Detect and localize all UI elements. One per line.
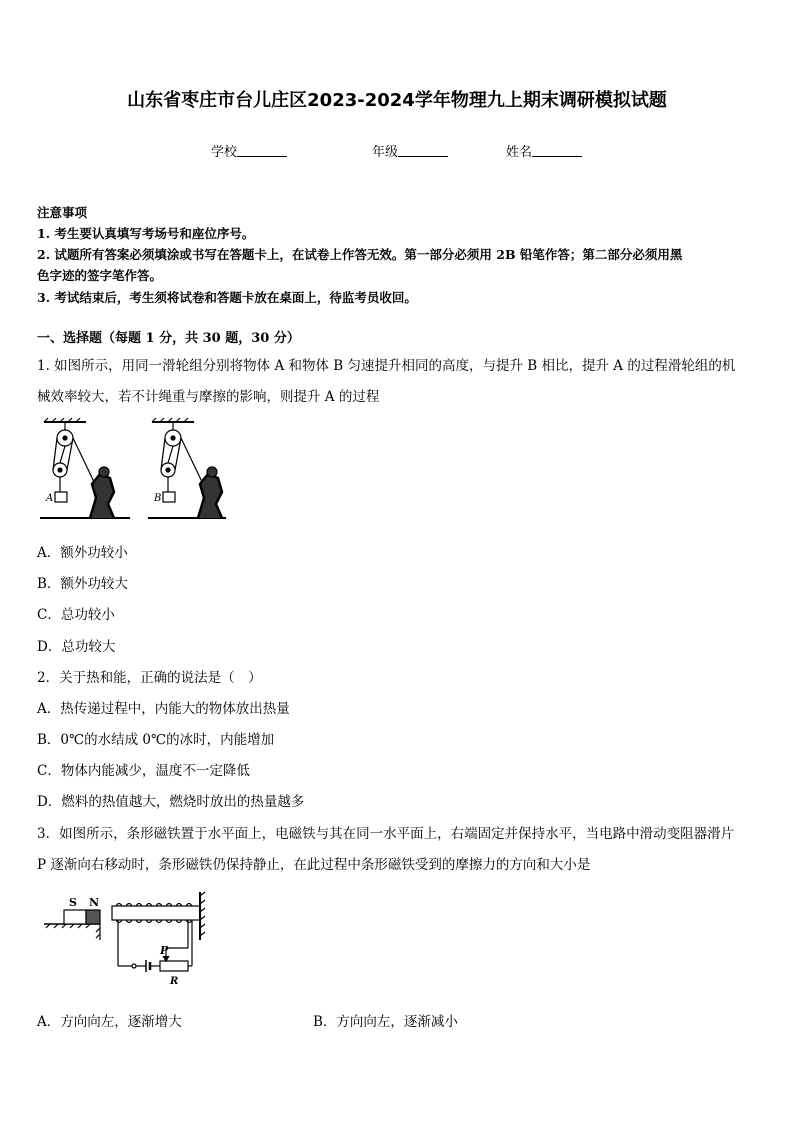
name-field: [506, 141, 582, 160]
grade-blank[interactable]: [398, 143, 448, 157]
q3-option-b[interactable]: B．方向向左，逐渐减小: [313, 1014, 458, 1030]
q3-option-a[interactable]: A．方向向左，逐渐增大: [37, 1014, 182, 1030]
grade-label: 年级: [372, 145, 399, 160]
q3-stem-line: 3．如图所示，条形磁铁置于水平面上，电磁铁与其在同一水平面上，右端固定并保持水平，当电路中滑动变阻器滑片: [37, 826, 735, 842]
pulley-setup-a: [40, 418, 130, 518]
q3-label-n: N: [89, 896, 100, 909]
magnet-n-pole: [86, 910, 100, 924]
note-item: 2. 试题所有答案必须填涂或书写在答题卡上，在试卷上作答无效。第一部分必须用 2B 铅笔作答；第二部分必须用黑: [37, 247, 683, 262]
section-heading: 一、选择题（每题 1 分，共 30 题，30 分）: [37, 331, 300, 346]
q1-figure-label-b: B: [154, 493, 162, 504]
school-label: 学校: [211, 145, 238, 160]
q2-option-a[interactable]: A．热传递过程中，内能大的物体放出热量: [37, 701, 290, 717]
name-blank[interactable]: [532, 143, 582, 157]
school-field: [211, 141, 287, 160]
notes-heading: 注意事项: [37, 205, 88, 220]
q3-label-p: P: [160, 944, 169, 957]
note-item: 1. 考生要认真填写考场号和座位序号。: [37, 226, 255, 241]
q2-stem: 2．关于热和能，正确的说法是（ ）: [37, 670, 262, 686]
q1-option-c[interactable]: C．总功较小: [37, 607, 115, 623]
q3-label-s: S: [69, 896, 77, 909]
q3-label-r: R: [170, 976, 179, 987]
q3-electromagnet-figure: [42, 888, 214, 987]
note-item: 色字迹的签字笔作答。: [37, 268, 163, 283]
q1-option-d[interactable]: D．总功较大: [37, 639, 116, 655]
q1-option-b[interactable]: B．额外功较大: [37, 576, 128, 592]
note-item: 3. 考试结束后，考生须将试卷和答题卡放在桌面上，待监考员收回。: [37, 290, 417, 305]
q1-stem-line: 1. 如图所示，用同一滑轮组分别将物体 A 和物体 B 匀速提升相同的高度，与提升 B 相比，提升 A 的过程滑轮组的机: [37, 358, 736, 374]
q3-stem-line: P 逐渐向右移动时，条形磁铁仍保持静止，在此过程中条形磁铁受到的摩擦力的方向和大小是: [37, 857, 591, 873]
grade-field: [372, 141, 448, 160]
q2-option-b[interactable]: B．0℃的水结成 0℃的冰时，内能增加: [37, 732, 275, 748]
name-label: 姓名: [506, 145, 533, 160]
q2-option-c[interactable]: C．物体内能减少，温度不一定降低: [37, 763, 250, 779]
q1-stem-line: 械效率较大，若不计绳重与摩擦的影响，则提升 A 的过程: [37, 389, 380, 405]
q1-pulley-figure: [38, 418, 228, 526]
page-title: 山东省枣庄市台儿庄区2023-2024学年物理九上期末调研模拟试题: [127, 90, 667, 111]
q2-option-d[interactable]: D．燃料的热值越大，燃烧时放出的热量越多: [37, 794, 305, 810]
school-blank[interactable]: [237, 143, 287, 157]
q1-option-a[interactable]: A．额外功较小: [37, 545, 128, 561]
magnet-s-pole: [64, 910, 86, 924]
q1-figure-label-a: A: [46, 493, 54, 504]
